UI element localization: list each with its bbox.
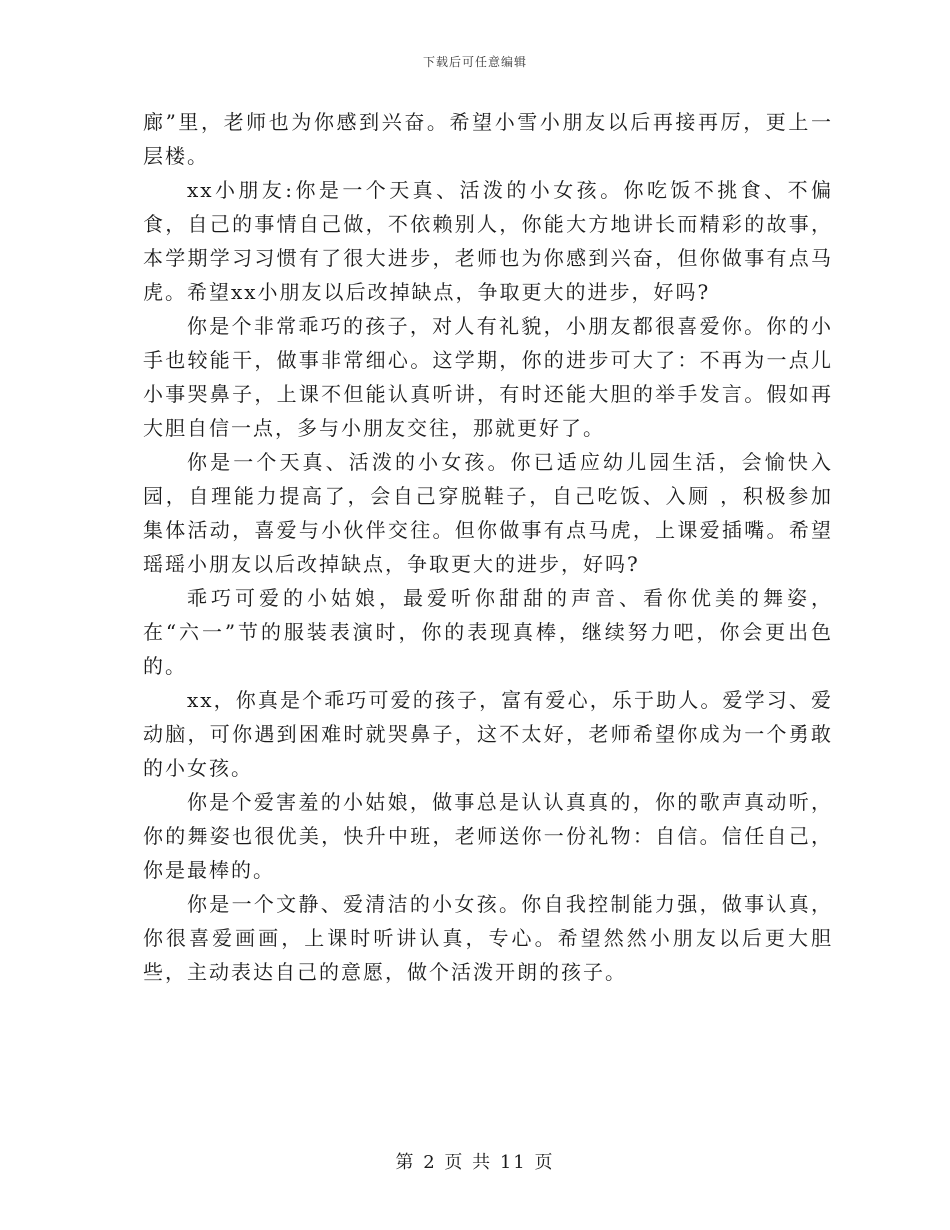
paragraph-4: 你是一个天真、活泼的小女孩。你已适应幼儿园生活，会愉快入园，自理能力提高了，会自己穿脱鞋子，自己吃饭、入厕 ，积极参加集体活动，喜爱与小伙伴交往。但你做事有点马虎，上课爱插嘴。希望瑶瑶小朋友以后改掉缺点，争取更大的进步，好吗? — [143, 450, 833, 576]
page-number: 第 2 页 共 11 页 — [395, 1152, 555, 1173]
paragraph-3: 你是个非常乖巧的孩子，对人有礼貌，小朋友都很喜爱你。你的小手也较能干，做事非常细心。这学期，你的进步可大了：不再为一点儿小事哭鼻子，上课不但能认真听讲，有时还能大胆的举手发言。假如再大胆自信一点，多与小朋友交往，那就更好了。 — [143, 314, 833, 440]
paragraph-8: 你是一个文静、爱清洁的小女孩。你自我控制能力强，做事认真，你很喜爱画画，上课时听讲认真，专心。希望然然小朋友以后更大胆些，主动表达自己的意愿，做个活泼开朗的孩子。 — [143, 892, 833, 984]
paragraph-6: xx，你真是个乖巧可爱的孩子，富有爱心，乐于助人。爱学习、爱动脑，可你遇到困难时就哭鼻子，这不太好，老师希望你成为一个勇敢的小女孩。 — [143, 688, 833, 780]
paragraph-5: 乖巧可爱的小姑娘，最爱听你甜甜的声音、看你优美的舞姿，在“六一”节的服装表演时，你的表现真棒，继续努力吧，你会更出色的。 — [143, 586, 833, 678]
page-header: 下载后可任意编辑 — [422, 55, 527, 69]
paragraph-1: 廊”里，老师也为你感到兴奋。希望小雪小朋友以后再接再厉，更上一层楼。 — [143, 110, 833, 168]
paragraph-2: xx小朋友:你是一个天真、活泼的小女孩。你吃饭不挑食、不偏食，自己的事情自己做，不依赖别人，你能大方地讲长而精彩的故事，本学期学习习惯有了很大进步，老师也为你感到兴奋，但你做事有点马虎。希望xx小朋友以后改掉缺点，争取更大的进步，好吗? — [143, 178, 833, 304]
paragraph-7: 你是个爱害羞的小姑娘，做事总是认认真真的，你的歌声真动听，你的舞姿也很优美，快升中班，老师送你一份礼物：自信。信任自己，你是最棒的。 — [143, 790, 833, 882]
document-body — [143, 105, 833, 989]
